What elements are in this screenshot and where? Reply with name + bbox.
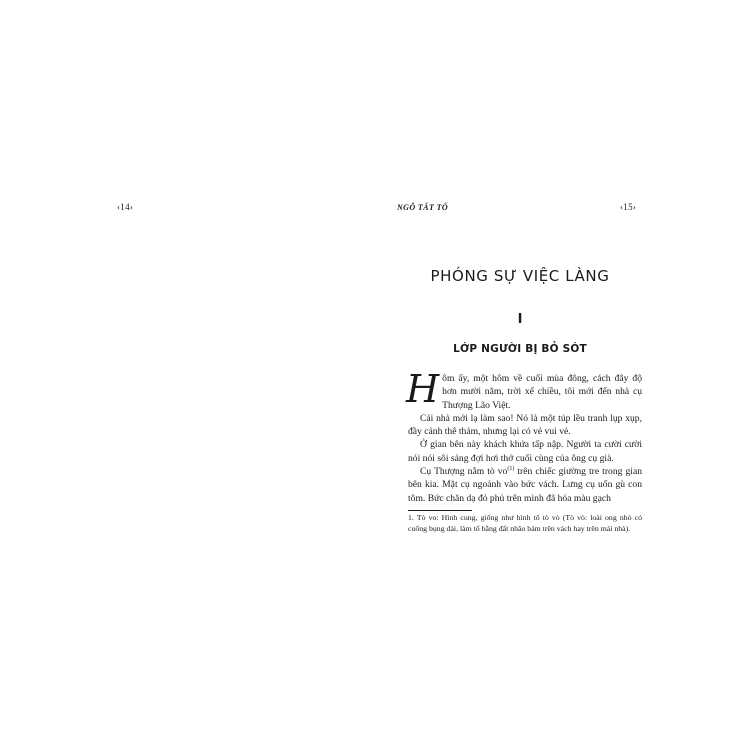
book-title: PHÓNG SỰ VIỆC LÀNG [430, 267, 610, 285]
paragraph-4-start: Cụ Thượng nằm tò vo [420, 466, 508, 478]
chapter-title: LỚP NGƯỜI BỊ BỎ SÓT [453, 343, 587, 355]
page-number-left: ‹14› [117, 202, 134, 212]
running-head-author: NGÔ TẤT TỐ [397, 203, 449, 212]
right-page [375, 0, 750, 750]
paragraph-2: Cái nhà mới lạ làm sao! Nó là một túp lều tranh lụp xụp, đầy cảnh thê thảm, nhưng lại có vẻ vui vẻ. [408, 412, 642, 438]
footnote-divider [408, 510, 472, 511]
chapter-number: I [517, 312, 523, 327]
drop-cap: H [406, 367, 440, 411]
page-number-right: ‹15› [620, 202, 637, 212]
paragraph-1 [406, 367, 642, 412]
paragraph-4 [408, 465, 642, 505]
paragraph-1-text: ôm ấy, một hôm về cuối mùa đông, cách đây độ hơn mười năm, trời xế chiều, tôi mới đến nhà cụ Thượng Lão Việt. [442, 373, 642, 411]
footnote: 1. Tò vo: Hình cung, giống như hình tổ tò vò (Tò vò: loài ong nhỏ có cuống bụng dài, làm tổ bằng đất nhão bám trên vách hay trên mái nhà). [408, 513, 642, 533]
body-text [406, 367, 642, 505]
paragraph-4-rest: trên chiếc giường tre trong gian bên kia. Mặt cụ ngoảnh vào bức vách. Lưng cụ uốn gù con tôm. Bức chăn dạ đỏ phủ trên mình đã hóa màu gạch [408, 466, 642, 504]
paragraph-3: Ở gian bên này khách khứa tấp nập. Người ta cười cười nói nói sôi sảng đợi hơi thở cuối cùng của ông cụ già. [408, 439, 642, 464]
footnote-marker: (1) [507, 466, 515, 473]
